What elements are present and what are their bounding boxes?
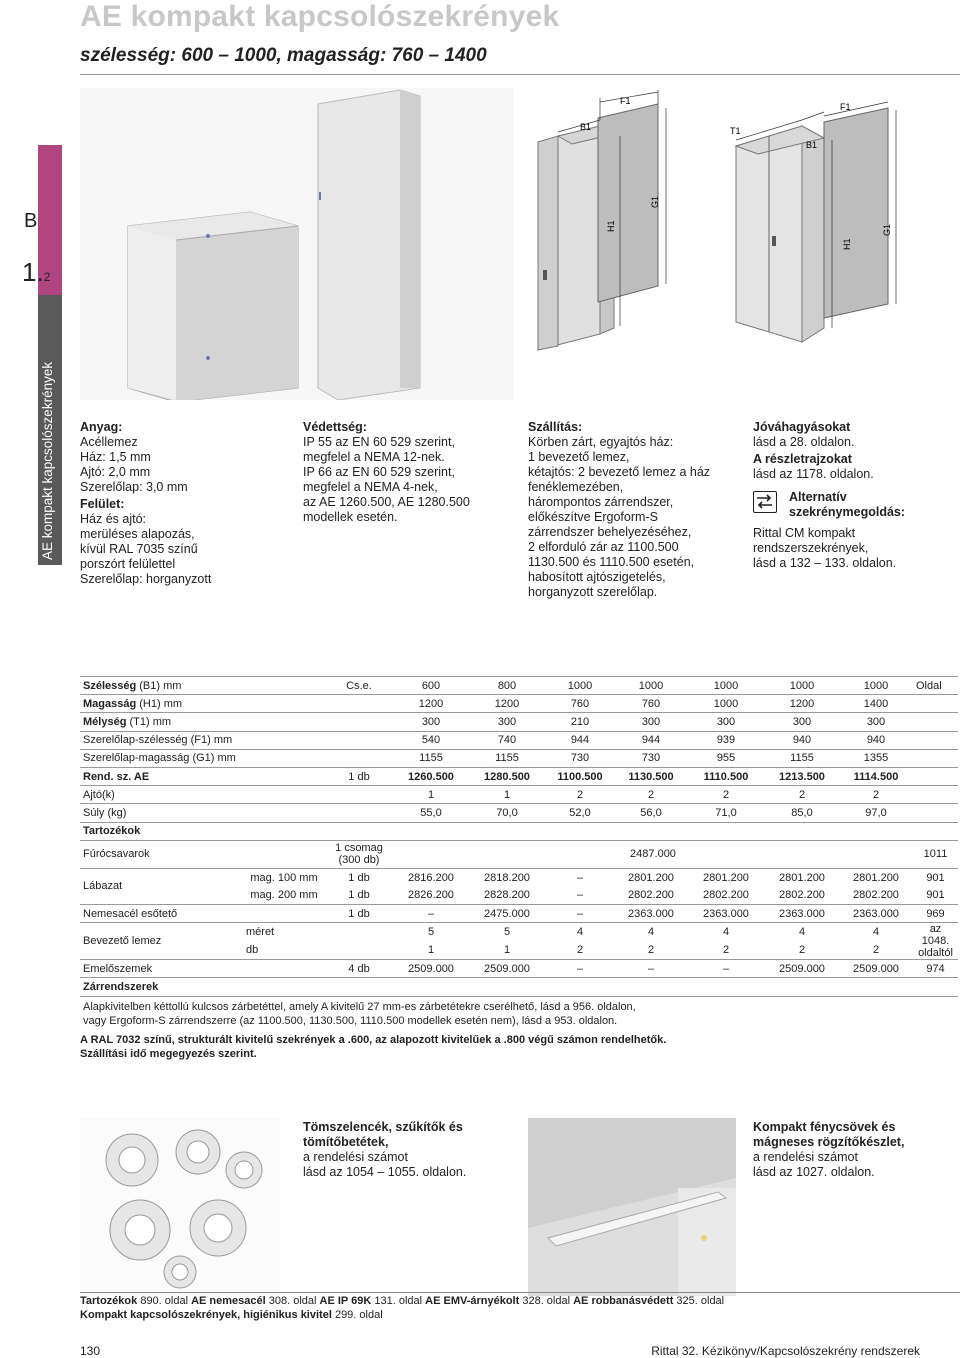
dim-h1-label: H1 bbox=[606, 220, 616, 232]
plinth-value: 2801.200 bbox=[687, 868, 765, 886]
plinth-value: 2801.200 bbox=[765, 868, 839, 886]
eyebolts-pack: 4 db bbox=[325, 960, 393, 978]
spec-value: 760 bbox=[615, 695, 687, 713]
plinth-pack: 1 db bbox=[348, 889, 370, 902]
eyebolts-row bbox=[80, 960, 958, 978]
gland-plate-value: 2 bbox=[647, 944, 655, 957]
glands-heading-1: Tömszelencék, szűkítők és bbox=[303, 1120, 463, 1134]
light-heading-2: mágneses rögzítőkészlet, bbox=[753, 1135, 905, 1149]
spec-value: 2 bbox=[687, 786, 765, 804]
gland-plate-value: 1 bbox=[503, 944, 511, 957]
rain-canopy-pack: 1 db bbox=[325, 905, 393, 923]
spec-value: 300 bbox=[839, 713, 913, 731]
spec-row bbox=[80, 731, 958, 749]
glands-link[interactable]: lásd az 1054 – 1055. oldalon. bbox=[303, 1165, 467, 1179]
spec-sub bbox=[243, 767, 325, 785]
spec-value: 2 bbox=[615, 786, 687, 804]
page-subtitle: szélesség: 600 – 1000, magasság: 760 – 1400 bbox=[80, 45, 487, 66]
spec-value: 1000 bbox=[687, 677, 765, 695]
footer-ref-bold[interactable]: Tartozékok bbox=[80, 1295, 138, 1307]
spec-value: 800 bbox=[469, 677, 545, 695]
light-heading-1: Kompakt fénycsövek és bbox=[753, 1120, 896, 1134]
spec-value: 1100.500 bbox=[545, 767, 615, 785]
surface-heading: Felület: bbox=[80, 497, 125, 511]
plinth-value: 2801.200 bbox=[615, 868, 687, 886]
spec-value: 56,0 bbox=[615, 804, 687, 822]
spec-value: 300 bbox=[615, 713, 687, 731]
gland-plate-sub: méret bbox=[243, 923, 325, 942]
locks-heading-row bbox=[80, 978, 958, 996]
gland-plate-value: 5 bbox=[469, 923, 545, 942]
spec-value: 940 bbox=[839, 731, 913, 749]
alternative-line: rendszerszekrények, bbox=[753, 541, 869, 555]
protection-line: IP 55 az EN 60 529 szerint, bbox=[303, 435, 455, 449]
gland-plate-row bbox=[80, 923, 958, 942]
spec-value: 944 bbox=[615, 731, 687, 749]
spec-value: 52,0 bbox=[545, 804, 615, 822]
spec-value: 1114.500 bbox=[839, 767, 913, 785]
spec-value: 1 bbox=[393, 786, 469, 804]
spec-value: 1260.500 bbox=[393, 767, 469, 785]
spec-sub bbox=[243, 786, 325, 804]
spec-sub bbox=[243, 731, 325, 749]
eyebolts-page: 974 bbox=[913, 960, 958, 978]
locks-note-line: Alapkivitelben kéttollú kulcsos zárbetéttel, amely A kivitelű 27 mm-es zárbetétekre cserélhető, lásd a 956. oldalon, bbox=[83, 1000, 636, 1013]
spec-pack bbox=[325, 786, 393, 804]
section-tab-label: AE kompakt kapcsolószekrények bbox=[40, 361, 55, 560]
delivery-time-note: Szállítási idő megegyezés szerint. bbox=[80, 1048, 257, 1060]
spec-value: 2 bbox=[765, 786, 839, 804]
light-photo bbox=[528, 1118, 736, 1296]
accessories-heading-row bbox=[80, 822, 958, 840]
plinth-value: 2802.200 bbox=[779, 889, 825, 902]
spec-value: 760 bbox=[545, 695, 615, 713]
spec-value: 1000 bbox=[615, 677, 687, 695]
protection-line: megfelel a NEMA 4-nek, bbox=[303, 480, 438, 494]
alternative-heading-2: szekrénymegoldás: bbox=[789, 505, 906, 519]
locks-heading: Zárrendszerek bbox=[80, 978, 958, 996]
plinth-value: 2818.200 bbox=[469, 868, 545, 886]
dim-f1-label-right: F1 bbox=[840, 102, 851, 112]
rain-canopy-value: 2363.000 bbox=[765, 905, 839, 923]
spec-label: Súly (kg) bbox=[80, 804, 243, 822]
delivery-heading: Szállítás: bbox=[528, 420, 583, 434]
plinth-value: – bbox=[545, 868, 615, 886]
spec-value: 1110.500 bbox=[687, 767, 765, 785]
spec-value: 1400 bbox=[839, 695, 913, 713]
eyebolts-value: – bbox=[687, 960, 765, 978]
spec-value: 740 bbox=[469, 731, 545, 749]
eyebolts-value: 2509.000 bbox=[393, 960, 469, 978]
spec-value: 300 bbox=[687, 713, 765, 731]
plinth-value: 2802.200 bbox=[703, 889, 749, 902]
spec-page bbox=[913, 695, 958, 713]
header-divider bbox=[80, 74, 960, 75]
alternative-block bbox=[753, 490, 905, 520]
plinth-value: 2826.200 bbox=[408, 889, 454, 902]
delivery-line: kétajtós: 2 bevezető lemez a ház bbox=[528, 465, 711, 479]
spec-page bbox=[913, 749, 958, 767]
spec-page bbox=[913, 786, 958, 804]
spec-value: 1155 bbox=[469, 749, 545, 767]
gland-plate-value: 4 bbox=[615, 923, 687, 942]
plinth-pack: 1 db bbox=[325, 868, 393, 886]
spec-row bbox=[80, 767, 958, 785]
rain-canopy-value: 2363.000 bbox=[687, 905, 765, 923]
gland-plate-value: 2 bbox=[576, 944, 584, 957]
gland-plate-value: 2 bbox=[722, 944, 730, 957]
section-letter: B bbox=[24, 210, 38, 232]
spec-row bbox=[80, 749, 958, 767]
spec-row bbox=[80, 786, 958, 804]
spec-value: 300 bbox=[393, 713, 469, 731]
surface-line: merüléses alapozás, bbox=[80, 527, 195, 541]
drawings-link[interactable]: lásd az 1178. oldalon. bbox=[753, 467, 874, 481]
gland-plate-page: az 1048. oldaltól bbox=[913, 923, 958, 960]
spec-value: 955 bbox=[687, 749, 765, 767]
spec-value: 1155 bbox=[765, 749, 839, 767]
spec-value: 1355 bbox=[839, 749, 913, 767]
dimension-diagram-single-door bbox=[528, 90, 678, 380]
plinth-value: 2816.200 bbox=[393, 868, 469, 886]
spec-label: Magasság (H1) mm bbox=[80, 695, 243, 713]
eyebolts-value: – bbox=[615, 960, 687, 978]
spec-pack bbox=[325, 731, 393, 749]
protection-line: IP 66 az EN 60 529 szerint, bbox=[303, 465, 455, 479]
gland-plate-value: 5 bbox=[393, 923, 469, 942]
color-note-line: A RAL 7032 színű, strukturált kivitelű szekrények a .600, az alapozott kivitelűek a .800 végű számon rendelhetők. bbox=[80, 1034, 667, 1046]
material-line: Ajtó: 2,0 mm bbox=[80, 465, 151, 479]
spec-value: 85,0 bbox=[765, 804, 839, 822]
rain-canopy-value: – bbox=[545, 905, 615, 923]
gland-plate-value: 2 bbox=[872, 944, 880, 957]
spec-value: 1000 bbox=[545, 677, 615, 695]
plinth-sub: mag. 200 mm bbox=[250, 889, 318, 902]
spec-page bbox=[913, 731, 958, 749]
surface-line: porszórt felülettel bbox=[80, 557, 176, 571]
delivery-line: 2 elforduló zár az 1100.500 bbox=[528, 540, 679, 554]
spec-page bbox=[913, 804, 958, 822]
screws-value: 2487.000 bbox=[393, 840, 913, 868]
glands-text bbox=[303, 1120, 466, 1180]
spec-sub bbox=[243, 749, 325, 767]
spec-value: 55,0 bbox=[393, 804, 469, 822]
spec-value: 1200 bbox=[393, 695, 469, 713]
approvals-heading: Jóváhagyásokat bbox=[753, 420, 851, 434]
spec-value: 1200 bbox=[469, 695, 545, 713]
screws-label: Fúrócsavarok bbox=[80, 840, 243, 868]
gland-plate-value: 4 bbox=[839, 923, 913, 942]
page-number: 130 bbox=[80, 1344, 101, 1358]
spec-value: 1000 bbox=[687, 695, 765, 713]
delivery-line: hárompontos zárrendszer, bbox=[528, 495, 674, 509]
gland-plate-value: 4 bbox=[545, 923, 615, 942]
surface-line: kívül RAL 7035 színű bbox=[80, 542, 198, 556]
surface-line: Szerelőlap: horganyzott bbox=[80, 572, 212, 586]
protection-column bbox=[303, 420, 470, 525]
delivery-column bbox=[528, 420, 710, 600]
spec-label: Szerelőlap-magasság (G1) mm bbox=[80, 749, 243, 767]
eyebolts-value: 2509.000 bbox=[765, 960, 839, 978]
rain-canopy-label: Nemesacél esőtető bbox=[80, 905, 243, 923]
gland-plate-value: 4 bbox=[687, 923, 765, 942]
protection-line: modellek esetén. bbox=[303, 510, 398, 524]
dim-b1-label-right: B1 bbox=[806, 140, 818, 150]
plinth-value: 2801.200 bbox=[839, 868, 913, 886]
material-column bbox=[80, 420, 211, 587]
footer-refs-line-1: Tartozékok 890. oldal AE nemesacél 308. oldal AE IP 69K 131. oldal AE EMV-árnyékolt 328. oldal AE robbanásvédett 325. oldal bbox=[80, 1295, 725, 1307]
arrows-swap-icon bbox=[753, 491, 777, 513]
spec-row bbox=[80, 804, 958, 822]
spec-pack bbox=[325, 695, 393, 713]
spec-value: 300 bbox=[765, 713, 839, 731]
spec-value: 1200 bbox=[765, 695, 839, 713]
delivery-line: 1 bevezető lemez, bbox=[528, 450, 630, 464]
gland-plate-value: 4 bbox=[765, 923, 839, 942]
spec-value: 730 bbox=[615, 749, 687, 767]
delivery-line: horganyzott szerelőlap. bbox=[528, 585, 658, 599]
gland-plate-sub: db bbox=[246, 944, 259, 957]
dimension-diagram-double-door bbox=[720, 92, 952, 344]
spec-label: Rend. sz. AE bbox=[80, 767, 243, 785]
dim-h1-label-right: H1 bbox=[842, 238, 852, 250]
publication-title: Rittal 32. Kézikönyv/Kapcsolószekrény rendszerek bbox=[651, 1344, 920, 1358]
gland-plate-value: 1 bbox=[427, 944, 435, 957]
spec-value: 1280.500 bbox=[469, 767, 545, 785]
screws-pack: 1 csomag (300 db) bbox=[325, 840, 393, 868]
delivery-line: habosított ajtószigetelés, bbox=[528, 570, 666, 584]
spec-value: 71,0 bbox=[687, 804, 765, 822]
gland-plate-label: Bevezető lemez bbox=[80, 923, 243, 960]
plinth-page: 901 bbox=[913, 868, 958, 886]
locks-note bbox=[80, 996, 958, 1031]
surface-line: Ház és ajtó: bbox=[80, 512, 147, 526]
rain-canopy-row bbox=[80, 905, 958, 923]
spec-pack: 1 db bbox=[325, 767, 393, 785]
spec-pack bbox=[325, 713, 393, 731]
section-number: 1.2 bbox=[22, 257, 51, 287]
material-line: Szerelőlap: 3,0 mm bbox=[80, 480, 188, 494]
plinth-row bbox=[80, 868, 958, 886]
gland-plate-value: 2 bbox=[798, 944, 806, 957]
spec-label: Mélység (T1) mm bbox=[80, 713, 243, 731]
spec-row bbox=[80, 713, 958, 731]
dim-f1-label: F1 bbox=[620, 96, 631, 106]
spec-value: 1000 bbox=[839, 677, 913, 695]
accessories-heading: Tartozékok bbox=[80, 822, 958, 840]
protection-line: megfelel a NEMA 12-nek. bbox=[303, 450, 445, 464]
footer-refs-line-2: Kompakt kapcsolószekrények, higiénikus kivitel 299. oldal bbox=[80, 1309, 383, 1321]
rain-canopy-value: 2475.000 bbox=[469, 905, 545, 923]
spec-pack bbox=[325, 749, 393, 767]
spec-sub bbox=[243, 695, 325, 713]
footer-divider bbox=[80, 1292, 960, 1293]
alternative-link[interactable]: lásd a 132 – 133. oldalon. bbox=[753, 556, 897, 570]
spec-value: 2 bbox=[545, 786, 615, 804]
plinth-sub: mag. 100 mm bbox=[243, 868, 325, 886]
spec-page bbox=[913, 713, 958, 731]
dim-g1-label: G1 bbox=[650, 195, 660, 208]
spec-value: 70,0 bbox=[469, 804, 545, 822]
spec-value: 1213.500 bbox=[765, 767, 839, 785]
material-heading: Anyag: bbox=[80, 420, 123, 434]
delivery-line: zárrendszer behelyezéséhez, bbox=[528, 525, 692, 539]
color-note bbox=[80, 1033, 666, 1061]
delivery-line: Körben zárt, egyajtós ház: bbox=[528, 435, 674, 449]
dim-b1-label: B1 bbox=[580, 122, 592, 132]
eyebolts-value: – bbox=[545, 960, 615, 978]
glands-heading-2: tömítőbetétek, bbox=[303, 1135, 389, 1149]
alternative-line: Rittal CM kompakt bbox=[753, 526, 856, 540]
spec-pack: Cs.e. bbox=[325, 677, 393, 695]
spec-page: Oldal bbox=[913, 677, 958, 695]
spec-value: 1000 bbox=[765, 677, 839, 695]
spec-value: 540 bbox=[393, 731, 469, 749]
screws-page: 1011 bbox=[913, 840, 958, 868]
spec-sub bbox=[243, 804, 325, 822]
product-photo-cabinets bbox=[80, 88, 514, 400]
eyebolts-value: 2509.000 bbox=[469, 960, 545, 978]
spec-value: 1130.500 bbox=[615, 767, 687, 785]
plinth-label: Lábazat bbox=[80, 868, 243, 904]
dim-t1-label: T1 bbox=[730, 126, 741, 136]
spec-value: 97,0 bbox=[839, 804, 913, 822]
spec-value: 300 bbox=[469, 713, 545, 731]
plinth-page: 901 bbox=[926, 889, 945, 902]
plinth-value: – bbox=[576, 889, 584, 902]
locks-note-row bbox=[80, 996, 958, 1031]
spec-value: 944 bbox=[545, 731, 615, 749]
eyebolts-label: Emelőszemek bbox=[80, 960, 243, 978]
screws-row bbox=[80, 840, 958, 868]
delivery-line: 1130.500 és 1110.500 esetén, bbox=[528, 555, 695, 569]
delivery-line: előkészítve Ergoform-S bbox=[528, 510, 658, 524]
spec-sub bbox=[243, 713, 325, 731]
spec-value: 940 bbox=[765, 731, 839, 749]
protection-heading: Védettség: bbox=[303, 420, 367, 434]
material-line: Ház: 1,5 mm bbox=[80, 450, 151, 464]
delivery-line: fenéklemezében, bbox=[528, 480, 624, 494]
protection-line: az AE 1260.500, AE 1280.500 bbox=[303, 495, 470, 509]
spec-sub bbox=[243, 677, 325, 695]
approvals-link[interactable]: lásd a 28. oldalon. bbox=[753, 435, 855, 449]
spec-value: 600 bbox=[393, 677, 469, 695]
eyebolts-value: 2509.000 bbox=[839, 960, 913, 978]
rain-canopy-value: 2363.000 bbox=[615, 905, 687, 923]
spec-table bbox=[80, 676, 958, 1031]
glands-line: a rendelési számot bbox=[303, 1150, 408, 1164]
light-link[interactable]: lásd az 1027. oldalon. bbox=[753, 1165, 875, 1179]
spec-value: 1 bbox=[469, 786, 545, 804]
spec-value: 2 bbox=[839, 786, 913, 804]
rain-canopy-value: – bbox=[393, 905, 469, 923]
spec-label: Szerelőlap-szélesség (F1) mm bbox=[80, 731, 243, 749]
plinth-value: 2802.200 bbox=[628, 889, 674, 902]
light-text bbox=[753, 1120, 904, 1180]
rain-canopy-page: 969 bbox=[913, 905, 958, 923]
spec-page bbox=[913, 767, 958, 785]
plinth-value: 2828.200 bbox=[484, 889, 530, 902]
spec-row bbox=[80, 677, 958, 695]
spec-row bbox=[80, 695, 958, 713]
light-line: a rendelési számot bbox=[753, 1150, 858, 1164]
alternative-heading-1: Alternatív bbox=[789, 490, 847, 504]
plinth-value: 2802.200 bbox=[853, 889, 899, 902]
drawings-heading: A részletrajzokat bbox=[753, 452, 852, 466]
spec-label: Ajtó(k) bbox=[80, 786, 243, 804]
spec-value: 730 bbox=[545, 749, 615, 767]
spec-pack bbox=[325, 804, 393, 822]
spec-value: 939 bbox=[687, 731, 765, 749]
glands-photo bbox=[80, 1118, 280, 1296]
dim-g1-label-right: G1 bbox=[882, 223, 892, 236]
locks-note-line: vagy Ergoform-S zárrendszerre (az 1100.500, 1130.500, 1110.500 modellek esetén nem), lásd a 953. oldalon. bbox=[83, 1014, 618, 1027]
page-title: AE kompakt kapcsolószekrények bbox=[80, 0, 560, 33]
footer-references bbox=[80, 1294, 724, 1322]
material-line: Acéllemez bbox=[80, 435, 138, 449]
spec-value: 1155 bbox=[393, 749, 469, 767]
rain-canopy-value: 2363.000 bbox=[839, 905, 913, 923]
spec-label: Szélesség (B1) mm bbox=[80, 677, 243, 695]
references-column bbox=[753, 420, 905, 571]
spec-value: 210 bbox=[545, 713, 615, 731]
